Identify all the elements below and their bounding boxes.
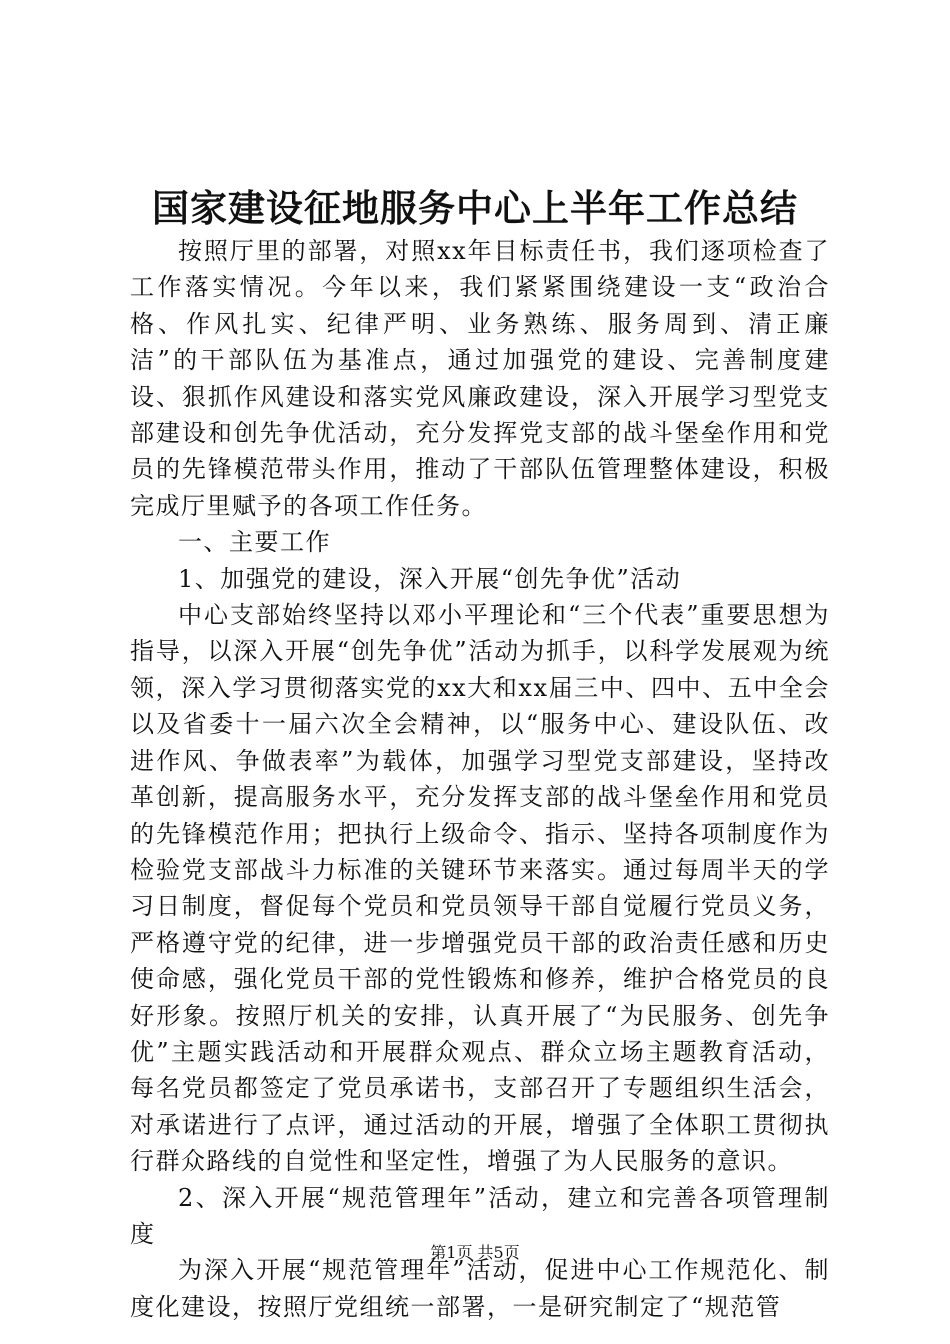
subsection-heading-1: 1、加强党的建设，深入开展“创先争优”活动 [178,564,682,593]
body-paragraph-2: 为深入开展“规范管理年”活动，促进中心工作规范化、制度化建设，按照厅党组统一部署，一是研究制定了“规范管 [130,1256,830,1321]
intro-paragraph: 按照厅里的部署，对照xx年目标责任书，我们逐项检查了工作落实情况。今年以来，我们紧紧围绕建设一支“政治合格、作风扎实、纪律严明、业务熟练、服务周到、清正廉洁”的干部队伍为基准点，通过加强党的建设、完善制度建设、狠抓作风建设和落实党风廉政建设，深入开展学习型党支部建设和创先争优活动，充分发挥党支部的战斗堡垒作用和党员的先锋模范带头作用，推动了干部队伍管理整体建设，积极完成厅里赋予的各项工作任务。 [130,237,830,520]
document-body [130,233,830,1325]
page-number-footer: 第1页 共5页 [430,1243,520,1262]
section-heading: 一、主要工作 [178,528,331,557]
document-title: 国家建设征地服务中心上半年工作总结 [152,186,798,230]
subsection-heading-2: 2、深入开展“规范管理年”活动，建立和完善各项管理制度 [130,1183,830,1248]
body-paragraph-1: 中心支部始终坚持以邓小平理论和“三个代表”重要思想为指导，以深入开展“创先争优”活动为抓手，以科学发展观为统领，深入学习贯彻落实党的xx大和xx届三中、四中、五中全会以及省委十一届六次全会精神，以“服务中心、建设队伍、改进作风、争做表率”为载体，加强学习型党支部建设，坚持改革创新，提高服务水平，充分发挥支部的战斗堡垒作用和党员的先锋模范作用；把执行上级命令、指示、坚持各项制度作为检验党支部战斗力标准的关键环节来落实。通过每周半天的学习日制度，督促每个党员和党员领导干部自觉履行党员义务，严格遵守党的纪律，进一步增强党员干部的政治责任感和历史使命感，强化党员干部的党性锻炼和修养，维护合格党员的良好形象。按照厅机关的安排，认真开展了“为民服务、创先争优”主题实践活动和开展群众观点、群众立场主题教育活动，每名党员都签定了党员承诺书，支部召开了专题组织生活会，对承诺进行了点评，通过活动的开展，增强了全体职工贯彻执行群众路线的自觉性和坚定性，增强了为人民服务的意识。 [130,601,830,1176]
